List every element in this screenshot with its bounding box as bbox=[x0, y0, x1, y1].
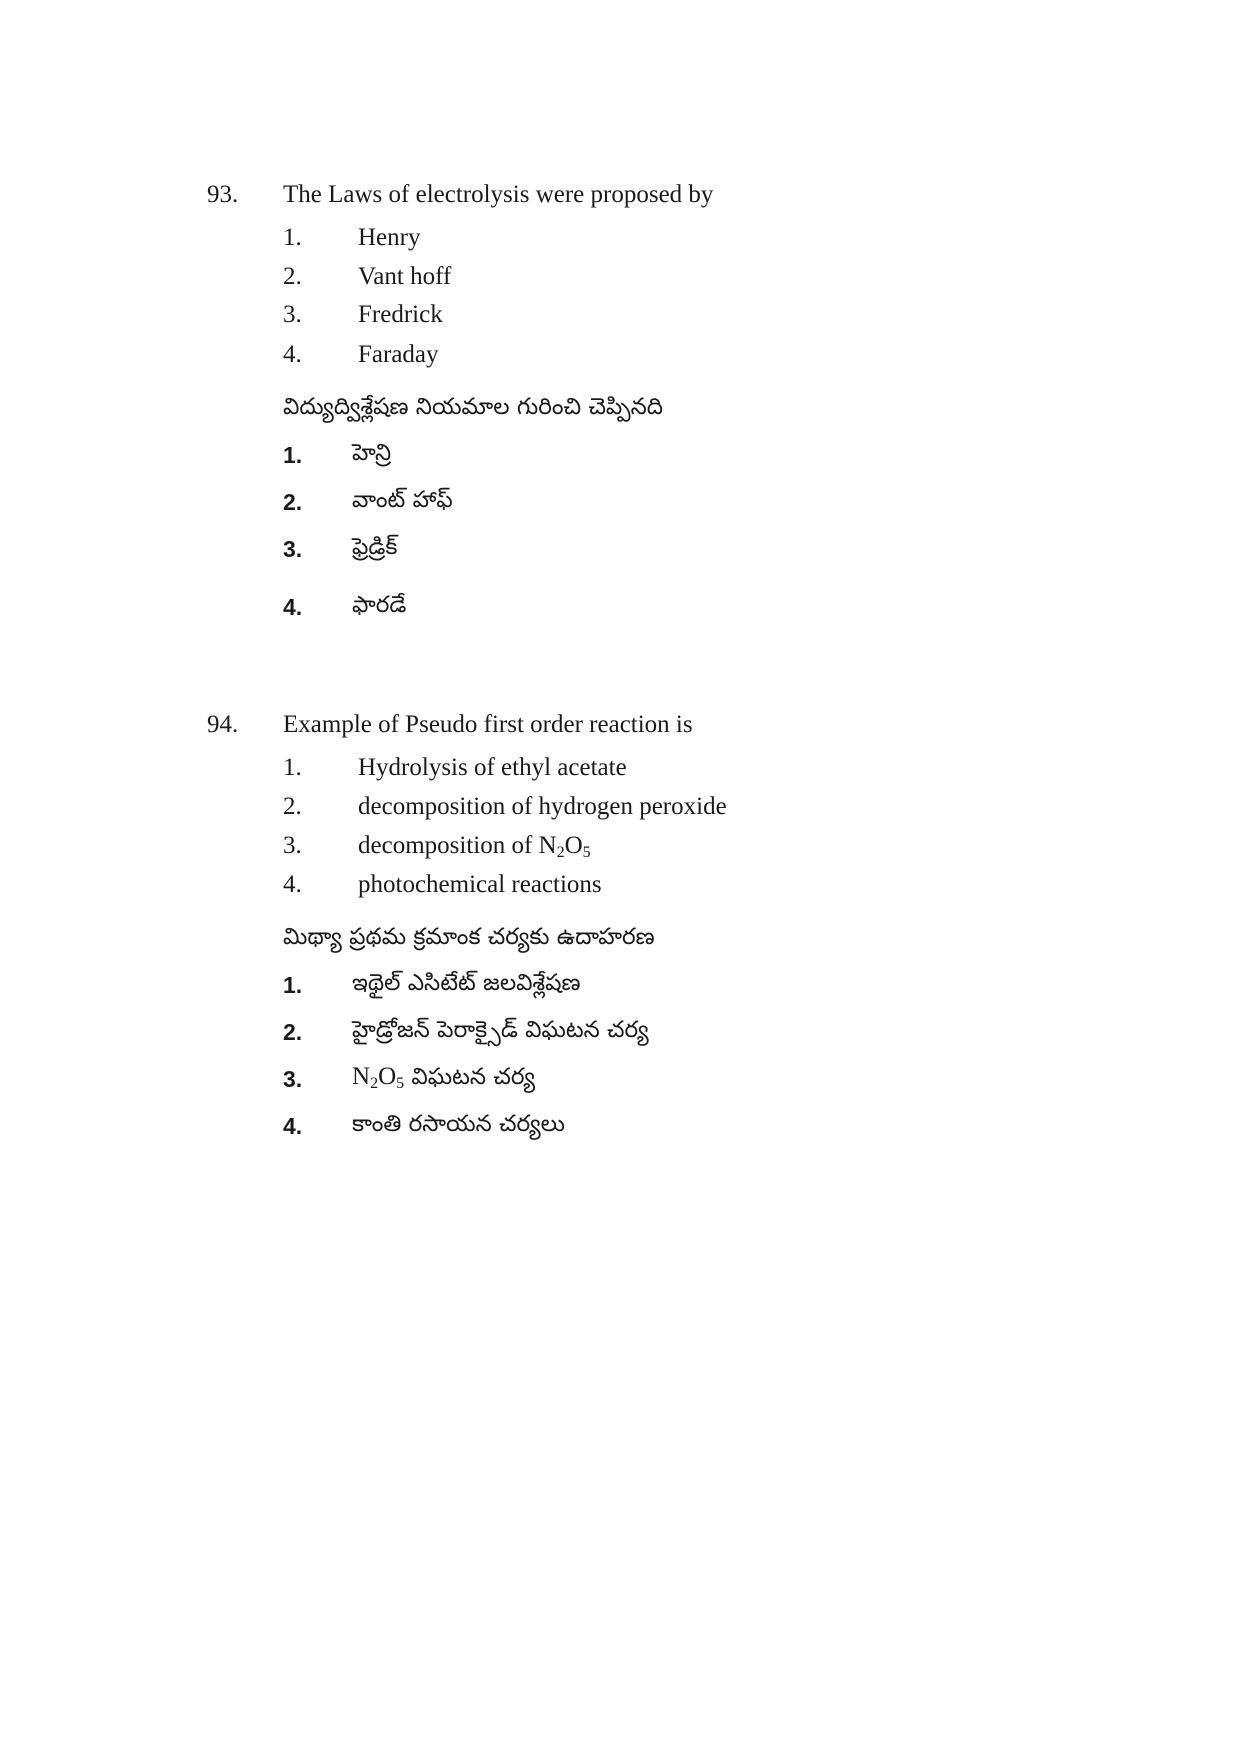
option-text-te: కాంతి రసాయన చర్యలు bbox=[352, 1111, 565, 1137]
question-number: 93. bbox=[207, 181, 239, 208]
option-text-en: Hydrolysis of ethyl acetate bbox=[358, 754, 627, 781]
option-text-en: Fredrick bbox=[358, 301, 443, 328]
option-text-en: photochemical reactions bbox=[358, 871, 602, 898]
option-number: 1. bbox=[283, 754, 302, 781]
question-text-en: Example of Pseudo first order reaction is bbox=[283, 711, 693, 738]
option-number: 3. bbox=[283, 832, 302, 859]
option-text-te: హెన్రి bbox=[352, 440, 392, 466]
option-text-en: Vant hoff bbox=[358, 263, 452, 290]
option-number: 2. bbox=[283, 793, 302, 820]
option-text-te: ఇథైల్ ఎసిటేట్ జలవిశ్లేషణ bbox=[352, 970, 581, 996]
option-text-te: వాంట్ హాఫ్ bbox=[352, 487, 453, 513]
formula-n2o5: $N_2O_5$ bbox=[352, 1063, 405, 1092]
option-number: 1. bbox=[283, 442, 303, 468]
option-number: 1. bbox=[283, 224, 302, 251]
option-text-prefix: decomposition of bbox=[358, 832, 539, 859]
option-text-te bbox=[352, 1062, 535, 1092]
question-text-te: మిథ్యా ప్రథమ క్రమాంక చర్యకు ఉదాహరణ bbox=[283, 924, 655, 950]
option-number: 4. bbox=[283, 594, 303, 620]
option-text-en bbox=[358, 831, 591, 861]
option-text-te: ఫారడే bbox=[352, 592, 407, 618]
option-number: 2. bbox=[283, 263, 302, 290]
option-number: 4. bbox=[283, 341, 302, 368]
option-text-en: decomposition of hydrogen peroxide bbox=[358, 793, 727, 820]
formula-n2o5: $N_2O_5$ bbox=[538, 832, 591, 861]
option-number: 4. bbox=[283, 871, 302, 898]
option-number: 3. bbox=[283, 1066, 303, 1092]
option-text-te: హైడ్రోజన్ పెరాక్సైడ్ విఘటన చర్య bbox=[352, 1017, 649, 1043]
option-text-suffix: విఘటన చర్య bbox=[404, 1064, 535, 1090]
option-text-en: Henry bbox=[358, 224, 421, 251]
option-text-en: Faraday bbox=[358, 341, 439, 368]
option-number: 3. bbox=[283, 301, 302, 328]
option-number: 1. bbox=[283, 972, 303, 998]
question-number: 94. bbox=[207, 711, 239, 738]
option-number: 3. bbox=[283, 536, 303, 562]
option-number: 2. bbox=[283, 489, 303, 515]
question-text-te: విద్యుద్విశ్లేషణ నియమాల గురించి చెప్పినది bbox=[283, 394, 663, 420]
option-number: 2. bbox=[283, 1019, 303, 1045]
option-number: 4. bbox=[283, 1113, 303, 1139]
question-text-en: The Laws of electrolysis were proposed by bbox=[283, 181, 714, 208]
option-text-te: ఫ్రెడ్రిక్ bbox=[352, 534, 398, 560]
